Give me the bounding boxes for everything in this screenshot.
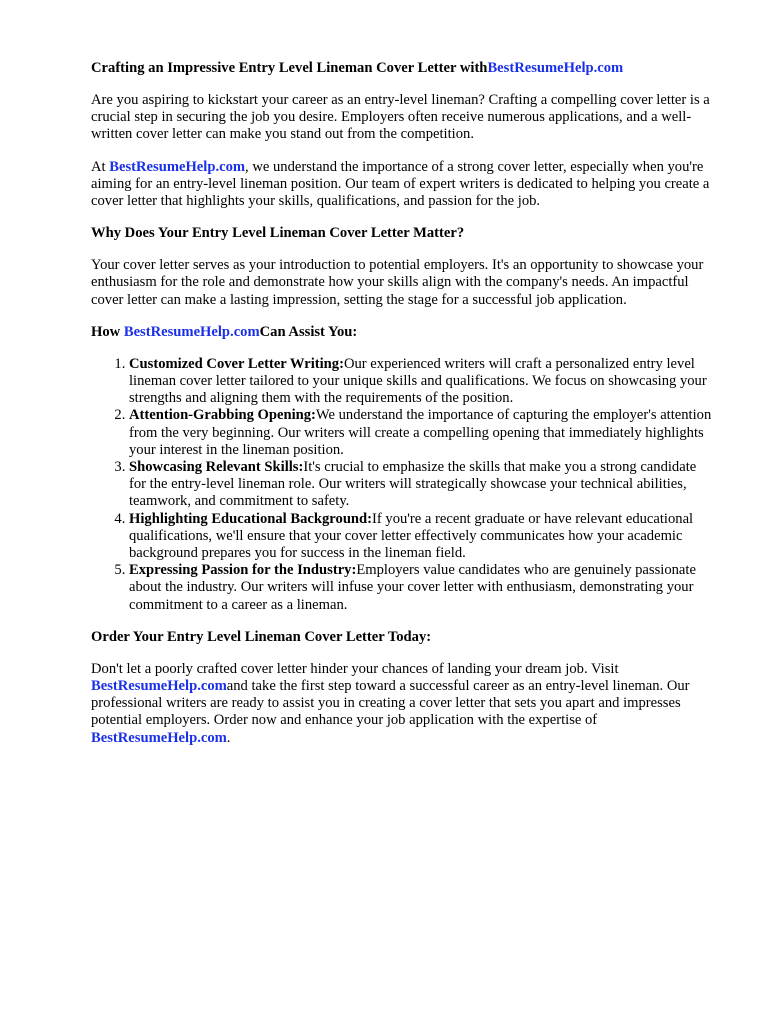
- order-text-end: .: [226, 729, 231, 746]
- intro-paragraph: Are you aspiring to kickstart your career as an entry-level lineman? Crafting a compelling cover letter is a crucial step in securing the job you desire. Employers often receive numerous applications, and a well-written cover letter can make you stand out from the competition.: [91, 92, 710, 143]
- list-item: [129, 511, 712, 563]
- list-item-text: It's crucial to emphasize the skills that make you a strong candidate for the entry-level lineman role. Our writers will strategically showcase your technical abilities, teamwork, and commitment to safety.: [129, 459, 697, 510]
- order-text-1: Don't let a poorly crafted cover letter hinder your chances of landing your dream job. Visit: [91, 660, 619, 677]
- list-item: [129, 562, 712, 614]
- about-paragraph: [91, 159, 712, 211]
- list-item-text: Our experienced writers will craft a personalized entry level lineman cover letter tailored to your unique skills and qualifications. We focus on showcasing your strengths and aligning them with the requirements of the position.: [129, 355, 707, 407]
- list-item: [129, 459, 712, 511]
- how-brand-link[interactable]: BestResumeHelp.com: [123, 323, 260, 340]
- list-item-text: If you're a recent graduate or have relevant educational qualifications, we'll ensure that your cover letter effectively communicates how your academic background prepares you for success in the lineman field.: [129, 510, 694, 562]
- about-suffix: , we understand the importance of a strong cover letter, especially when you're aiming for an entry-level lineman position. Our team of expert writers is dedicated to helping you create a cover letter that highlights your skills, qualifications, and passion for the job.: [91, 158, 710, 210]
- why-heading: Why Does Your Entry Level Lineman Cover Letter Matter?: [91, 225, 465, 242]
- why-paragraph: Your cover letter serves as your introduction to potential employers. It's an opportunity to showcase your enthusiasm for the role and demonstrate how your skills align with the company's needs. An impactful cover letter can make a lasting impression, setting the stage for a successful job application.: [91, 257, 704, 308]
- about-prefix: At: [91, 158, 110, 175]
- list-item-title: Expressing Passion for the Industry:: [129, 562, 357, 579]
- title-text: Crafting an Impressive Entry Level Lineman Cover Letter with: [91, 60, 488, 76]
- order-heading: Order Your Entry Level Lineman Cover Letter Today:: [91, 628, 432, 645]
- services-list: [91, 356, 712, 614]
- how-prefix: How: [91, 323, 124, 340]
- order-paragraph: [91, 661, 712, 747]
- how-suffix: Can Assist You:: [259, 323, 358, 340]
- list-item: [129, 407, 712, 459]
- list-item-title: Showcasing Relevant Skills:: [129, 459, 304, 476]
- list-item-title: Customized Cover Letter Writing:: [129, 355, 344, 372]
- document-title: [91, 60, 712, 77]
- order-text-2: and take the first step toward a successful career as an entry-level lineman. Our professional writers are ready to assist you in creating a cover letter that sets you apart and impresses potential employers. Order now and enhance your job application with the expertise of: [91, 678, 690, 729]
- how-heading: [91, 324, 712, 341]
- about-brand-link[interactable]: BestResumeHelp.com: [109, 158, 246, 175]
- order-brand-link-2[interactable]: BestResumeHelp.com: [91, 729, 227, 746]
- list-item-title: Highlighting Educational Background:: [129, 510, 373, 527]
- list-item-title: Attention-Grabbing Opening:: [129, 407, 316, 424]
- title-brand-link[interactable]: BestResumeHelp.com: [487, 60, 624, 76]
- list-item: [129, 356, 712, 408]
- list-item-text: We understand the importance of capturing the employer's attention from the very beginning. Our writers will create a compelling opening that immediately highlights your interest in the lineman position.: [129, 407, 712, 458]
- list-item-text: Employers value candidates who are genuinely passionate about the industry. Our writers will infuse your cover letter with enthusiasm, demonstrating your commitment to a career as a lineman.: [129, 562, 696, 613]
- order-brand-link-1[interactable]: BestResumeHelp.com: [91, 678, 227, 695]
